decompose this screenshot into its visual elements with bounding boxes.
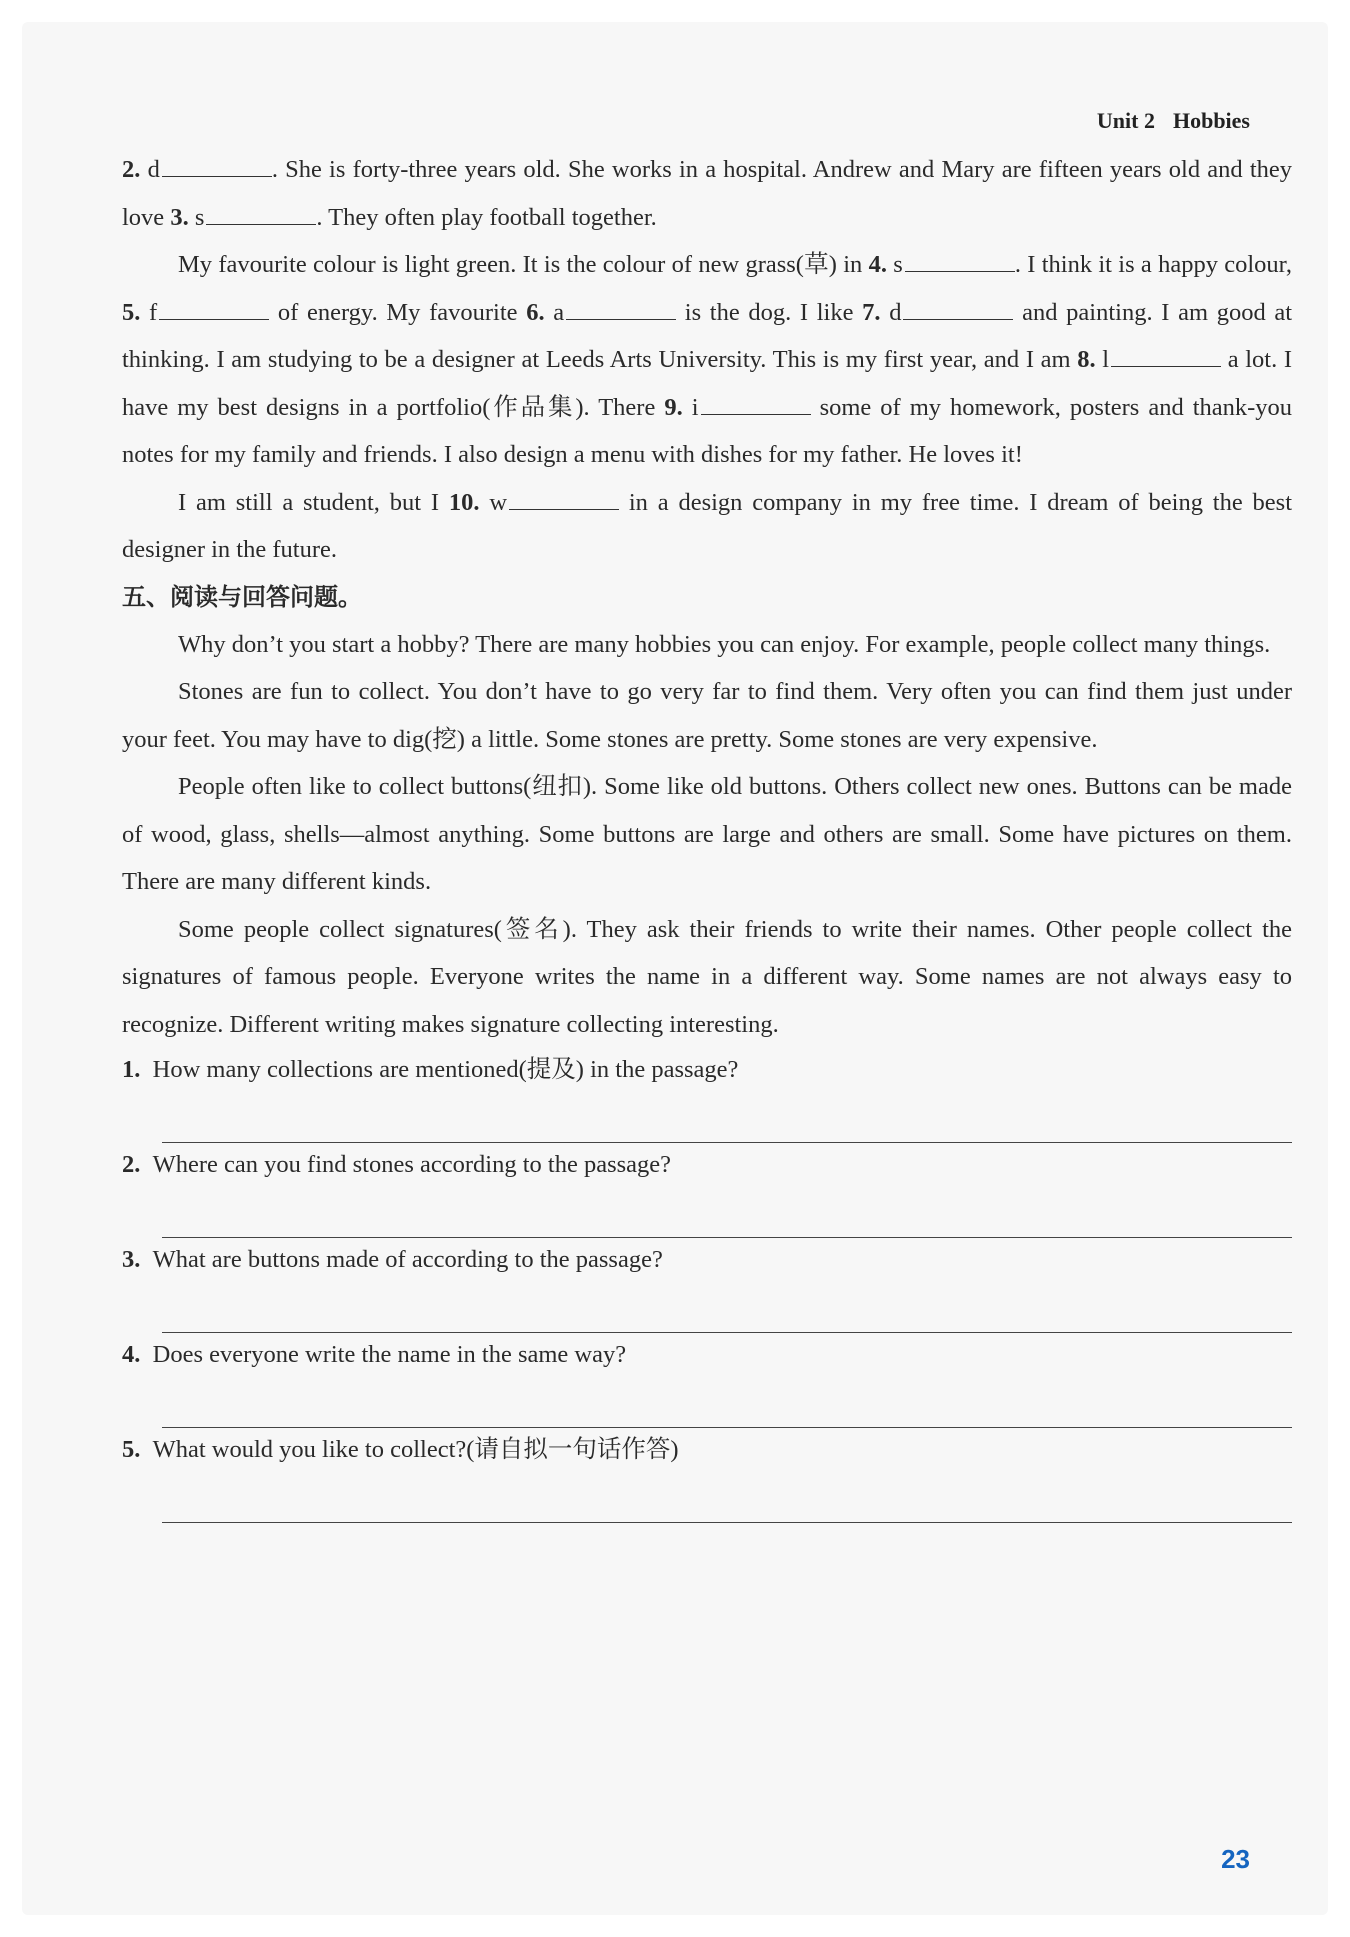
blank-number-7: 7. [862,298,881,326]
page-header [1097,108,1250,134]
fill-blank-3[interactable] [206,202,316,225]
answer-line-3[interactable] [162,1282,1292,1333]
blank-number-6: 6. [526,298,545,326]
question-text: Does everyone write the name in the same way? [152,1341,627,1368]
blank-number-8: 8. [1077,346,1096,373]
passage-text: a lot. I have my best designs in a portfolio(作品集). There [122,346,1293,421]
passage-text: . They often play football together. [316,203,657,231]
blank-letter-10: w [489,488,508,516]
blank-letter-4: s [893,251,903,278]
passage-paragraph-2 [122,241,1292,479]
page-number: 23 [1221,1844,1250,1874]
blank-number-4: 4. [868,251,887,278]
blank-number-10: 10. [448,488,480,516]
fill-blank-7[interactable] [903,297,1013,320]
unit-title: Hobbies [1172,108,1250,133]
passage-paragraph-1 [122,146,1292,241]
passage-paragraph-3 [122,479,1292,574]
question-5 [122,1428,1292,1523]
question-text: Where can you find stones according to the passage? [152,1151,672,1178]
passage-text: in a design company in my free time. I dream of being the best designer in the future. [122,488,1292,563]
fill-blank-10[interactable] [509,487,619,510]
passage-text: some of my homework, posters and thank-you notes for my family and friends. I also design a menu with dishes for my father. He loves it! [122,393,1293,468]
fill-blank-4[interactable] [905,249,1015,272]
question-number: 2. [122,1151,141,1178]
reading-paragraph-3: People often like to collect buttons(纽扣). Some like old buttons. Others collect new ones. Buttons can be made of wood, glass, shells—almost anything. Some buttons are large and others are small. Some have pictures on them. There are many different kinds. [122,773,1292,895]
blank-number-2: 2. [122,156,141,183]
passage-text: and painting. I am good at thinking. I am studying to be a designer at Leeds Arts University. This is my first year, and I am [122,298,1293,373]
workbook-page [22,22,1328,1915]
passage-text: My favourite colour is light green. It is the colour of new grass(草) in [178,251,863,278]
reading-paragraph-1: Why don’t you start a hobby? There are many hobbies you can enjoy. For example, people collect many things. [178,630,1271,658]
blank-letter-3: s [194,203,205,231]
question-3 [122,1238,1292,1333]
fill-blank-9[interactable] [701,392,811,415]
question-4 [122,1333,1292,1428]
question-text: What are buttons made of according to the passage? [152,1246,663,1273]
fill-blank-2[interactable] [162,154,272,177]
passage-text: . She is forty-three years old. She works in a hospital. Andrew and Mary are fifteen years old and they love [122,156,1292,231]
blank-letter-5: f [149,298,158,326]
question-number: 4. [122,1341,141,1368]
blank-letter-2: d [147,156,160,183]
answer-line-4[interactable] [162,1377,1292,1428]
blank-number-3: 3. [170,203,189,231]
reading-paragraph-2: Stones are fun to collect. You don’t have to go very far to find them. Very often you can find them just under your feet. You may have to dig(挖) a little. Some stones are pretty. Some stones are very expensive. [122,678,1292,753]
answer-line-2[interactable] [162,1187,1292,1238]
blank-letter-7: d [889,298,902,326]
unit-label: Unit 2 [1096,108,1155,133]
question-text: What would you like to collect?(请自拟一句话作答) [152,1436,679,1463]
blank-letter-6: a [553,298,565,326]
question-2 [122,1143,1292,1238]
blank-number-9: 9. [664,393,683,421]
blank-number-5: 5. [122,298,141,326]
passage-text: is the dog. I like [684,298,854,326]
blank-letter-8: l [1102,346,1110,373]
question-number: 5. [122,1436,141,1463]
blank-letter-9: i [691,393,699,421]
question-number: 3. [122,1246,141,1273]
fill-blank-8[interactable] [1111,344,1221,367]
fill-blank-5[interactable] [159,297,269,320]
reading-paragraph-4: Some people collect signatures(签名). They ask their friends to write their names. Other people collect the signatures of famous people. Everyone writes the name in a different way. Some names are not always easy to recognize. Different writing makes signature collecting interesting. [122,915,1292,1038]
passage-text: . I think it is a happy colour, [1014,251,1292,278]
passage-text: of energy. My favourite [277,298,518,326]
fill-blank-6[interactable] [566,297,676,320]
question-text: How many collections are mentioned(提及) in the passage? [152,1056,739,1083]
question-number: 1. [122,1056,141,1083]
question-1 [122,1048,1292,1143]
passage-text: I am still a student, but I [178,488,440,516]
answer-line-1[interactable] [162,1092,1292,1143]
section-heading: 五、阅读与回答问题。 [122,582,362,611]
page-content [122,146,1292,1523]
answer-line-5[interactable] [162,1472,1292,1523]
